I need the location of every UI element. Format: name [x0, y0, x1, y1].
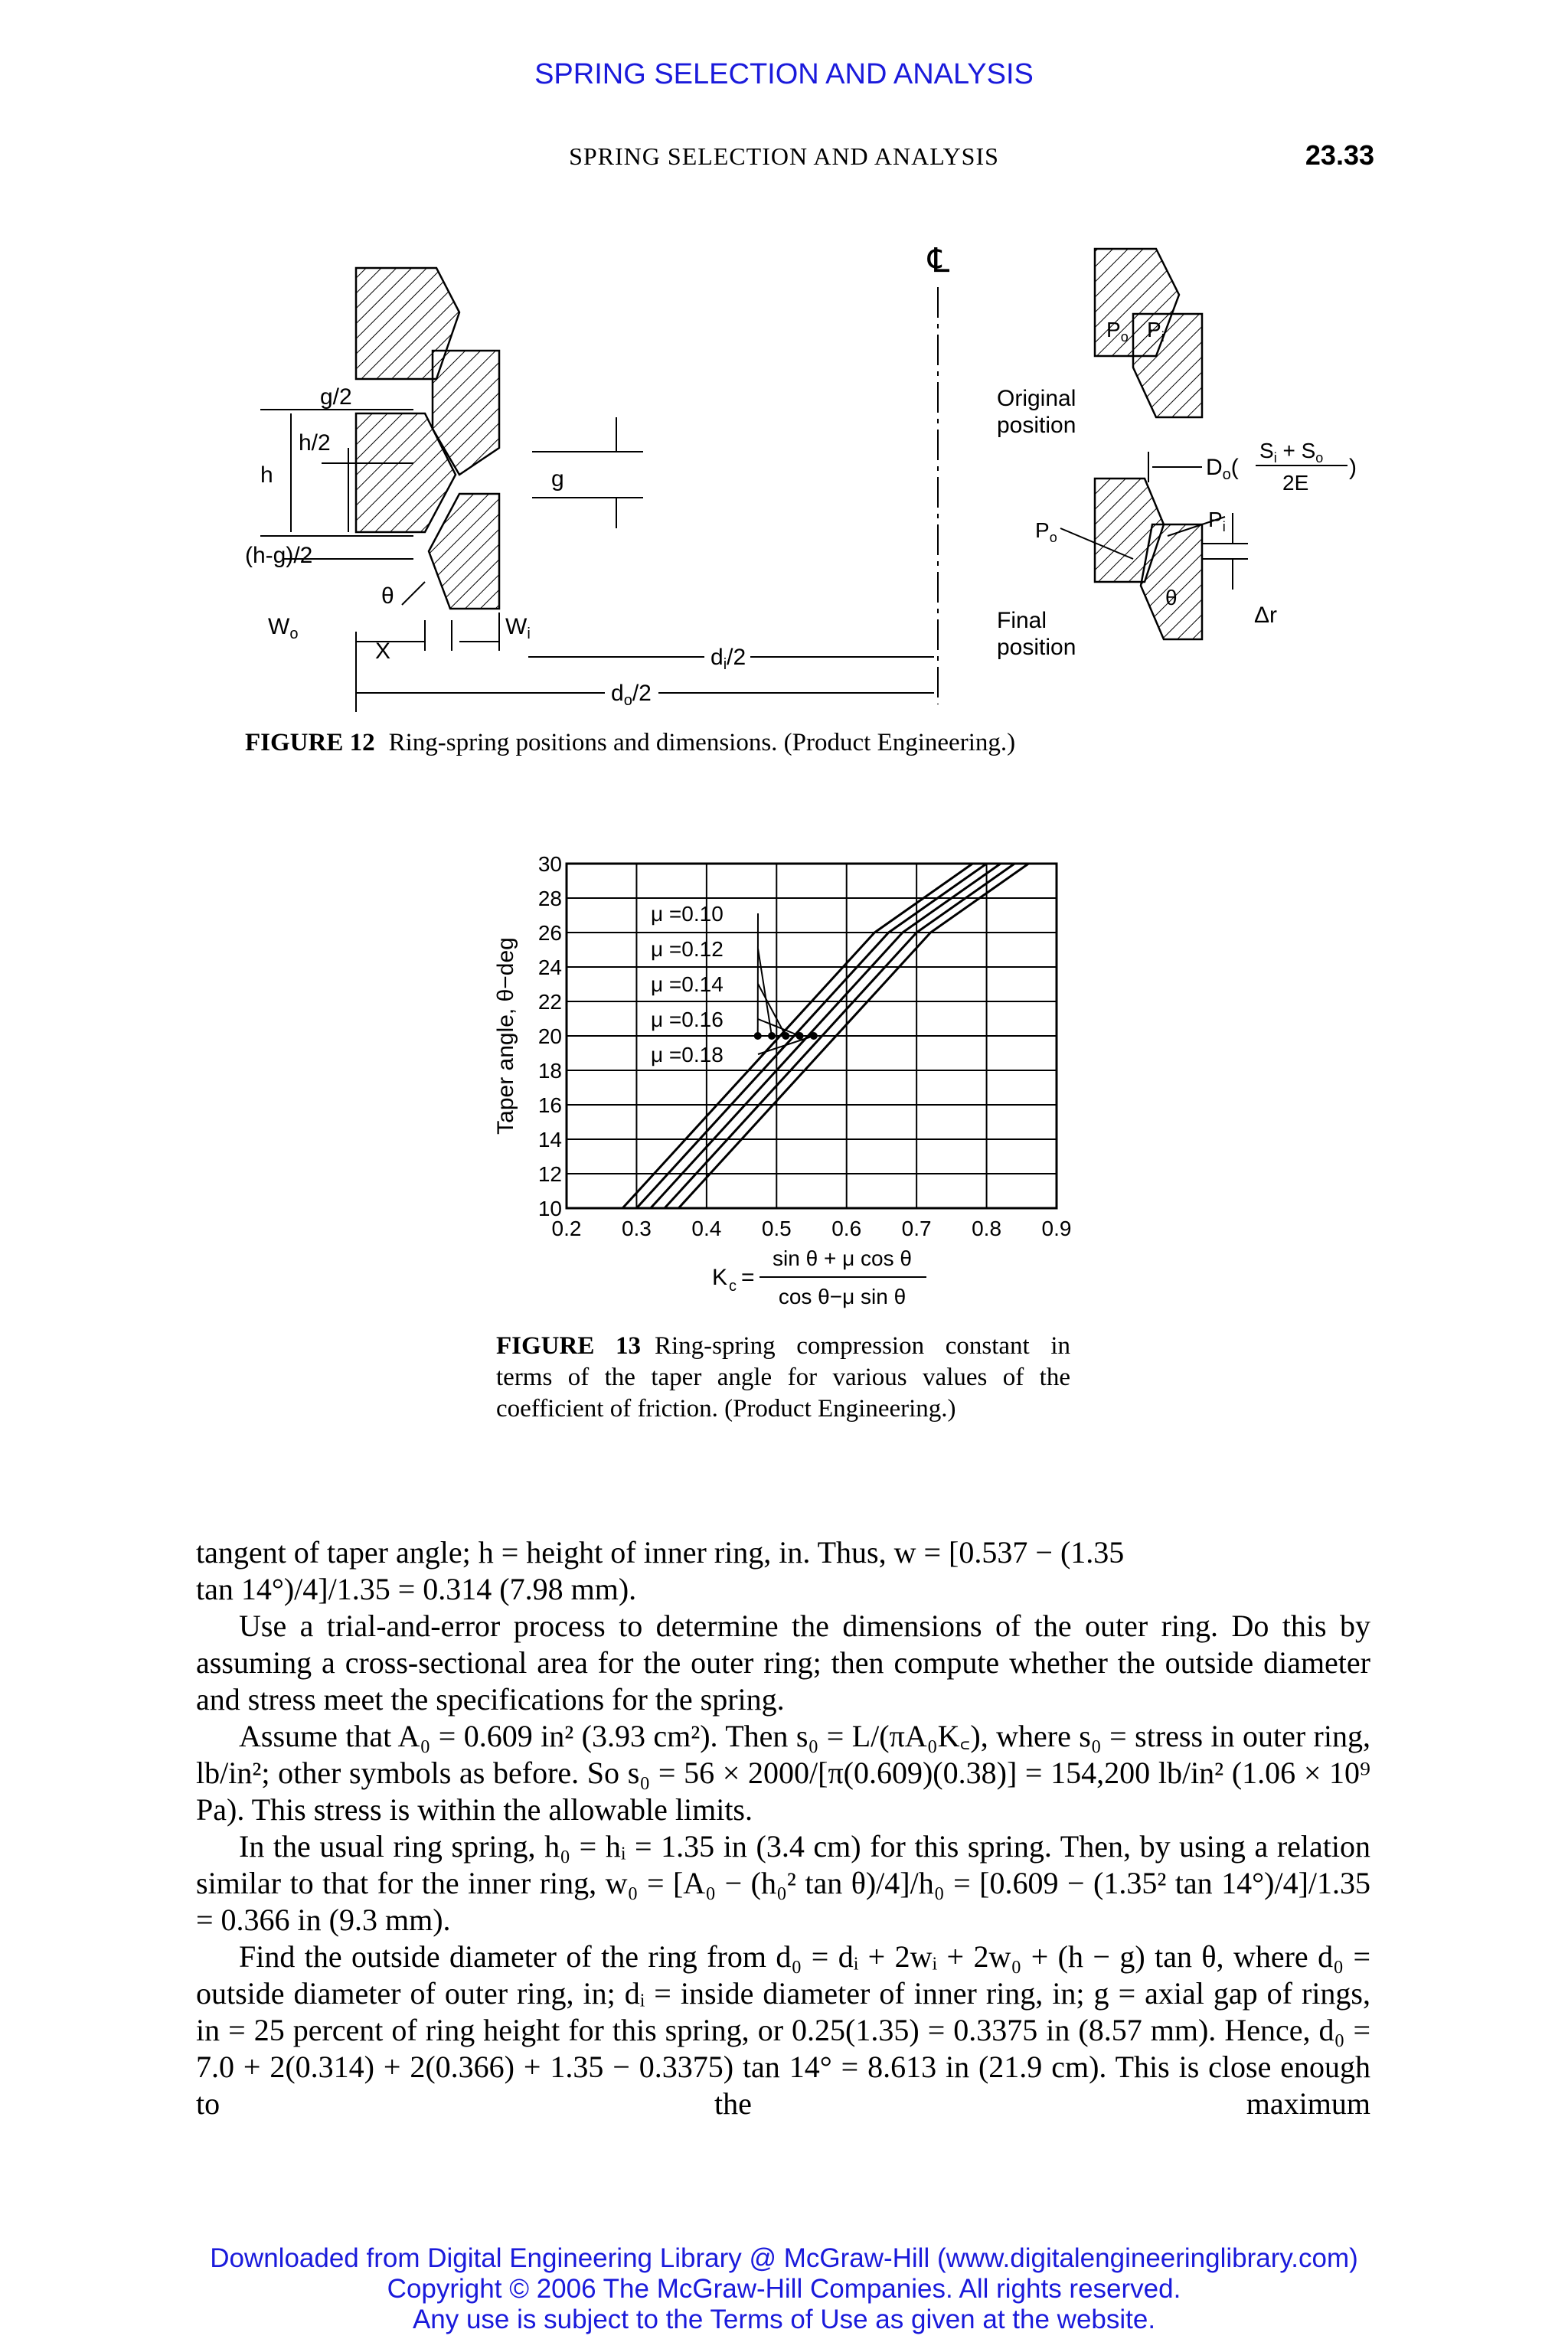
paragraph-1: tangent of taper angle; h = height of inner ring, in. Thus, w = [0.537 − (1.35 tan 14°)/4]/1.35 = 0.314 (7.98 mm).: [196, 1535, 1125, 1606]
footer-copyright[interactable]: Copyright © 2006 The McGraw-Hill Companies. All rights reserved.: [387, 2274, 1181, 2304]
y-tick-label: 10: [537, 1197, 562, 1220]
series-label-2: μ =0.12: [651, 937, 724, 961]
footer: [0, 2243, 1568, 2335]
original-inner-ring: [1133, 314, 1202, 417]
series-label-4: μ =0.16: [651, 1008, 724, 1031]
kc-label: K: [712, 1265, 728, 1290]
series-arrow-1: [754, 1032, 762, 1040]
kc-equals: =: [741, 1265, 755, 1290]
series-arrow-3: [782, 1032, 789, 1040]
label-position-2: position: [997, 635, 1076, 660]
paragraph-5: Find the outside diameter of the ring from d₀ = dᵢ + 2wᵢ + 2w₀ + (h − g) tan θ, where d₀ = outside diameter of outer ring, in; dᵢ = inside diameter of inner ring, in; g = axial gap of rings, in = 25 percent of ring height for this spring, or 0.25(1.35) = 0.3375 in (8.57 mm). Hence, d₀ = 7.0 + 2(0.314) + 2(0.366) + 1.35 − 0.3375) tan 14° = 8.613 in (21.9 cm). This is close enough to the maximum: [196, 1939, 1370, 2121]
label-hg-half: (h-g)/2: [245, 543, 313, 568]
label-pi-top: $P_i$: [1147, 318, 1165, 345]
figure-13-chart: [490, 841, 1087, 1315]
label-h: h: [260, 462, 273, 488]
kc-subscript: c: [729, 1278, 737, 1295]
footer-download-link[interactable]: Downloaded from Digital Engineering Library @ McGraw-Hill (www.digitalengineeringlibrary.com): [210, 2243, 1358, 2273]
y-tick-label: 18: [537, 1059, 562, 1083]
y-tick-label: 20: [537, 1024, 562, 1048]
label-final: Final: [997, 608, 1047, 633]
series-label-5: μ =0.18: [651, 1043, 724, 1067]
body-text: [196, 1534, 1370, 2122]
y-tick-label: 14: [537, 1128, 562, 1152]
x-tick-label: 0.7: [901, 1217, 932, 1240]
chart-svg: [490, 841, 1087, 1315]
series-label-3: μ =0.14: [651, 972, 724, 996]
y-tick-label: 22: [537, 990, 562, 1014]
footer-terms[interactable]: Any use is subject to the Terms of Use as given at the website.: [412, 2305, 1156, 2334]
top-link-title[interactable]: SPRING SELECTION AND ANALYSIS: [534, 58, 1034, 90]
label-wi: $W_i$: [505, 614, 531, 642]
label-do-formula: $D_o$(: [1206, 455, 1239, 483]
x-tick-label: 0.8: [972, 1217, 1002, 1240]
label-di-half: $d_i/2$: [710, 645, 746, 673]
final-inner-ring: [1141, 524, 1202, 639]
x-tick-label: 0.5: [761, 1217, 792, 1240]
inner-ring-bottom: [429, 494, 499, 609]
kc-denominator: cos θ−μ sin θ: [778, 1285, 906, 1308]
figure-12-caption: [245, 729, 1015, 757]
label-position-1: position: [997, 413, 1076, 438]
figure-12-caption-text: Ring-spring positions and dimensions. (Product Engineering.): [388, 729, 1016, 756]
centerline-symbol: ℄: [928, 242, 950, 279]
series-arrow-5: [810, 1032, 818, 1040]
figure-13-caption: [496, 1331, 1070, 1425]
label-po-bottom: $P_o$: [1035, 518, 1057, 545]
label-po-top: $P_o$: [1106, 318, 1129, 345]
label-g: g: [551, 466, 564, 492]
figure-13-label: FIGURE 13: [496, 1332, 641, 1360]
x-tick-label: 0.9: [1041, 1217, 1072, 1240]
label-h-half: h/2: [299, 430, 331, 456]
page-number: 23.33: [1305, 139, 1374, 171]
paragraph-4: In the usual ring spring, h₀ = hᵢ = 1.35 in (3.4 cm) for this spring. Then, by using a relation similar to that for the inner ring, w₀ = [A₀ − (h₀² tan θ)/4]/h₀ = [0.609 − (1.35² tan 14°)/4]/1.35 = 0.366 in (9.3 mm).: [196, 1829, 1370, 1937]
paragraph-3: Assume that A₀ = 0.609 in² (3.93 cm²). Then s₀ = L/(πA₀K꜀), where s₀ = stress in outer ring, lb/in²; other symbols as before. So s₀ = 56 × 2000/[π(0.609)(0.38)] = 154,200 lb/in² (1.06 × 10⁹ Pa). This stress is within the allowable limits.: [196, 1719, 1370, 1827]
x-tick-label: 0.6: [831, 1217, 862, 1240]
series-arrow-4: [796, 1032, 804, 1040]
label-formula-numerator: $S_i + S_o$: [1259, 439, 1324, 466]
y-tick-label: 16: [537, 1093, 562, 1117]
kc-numerator: sin θ + μ cos θ: [773, 1246, 912, 1270]
label-x: X: [375, 639, 391, 664]
x-tick-label: 0.2: [551, 1217, 582, 1240]
label-g-half: g/2: [320, 384, 352, 410]
y-tick-label: 24: [537, 956, 562, 979]
y-tick-label: 28: [537, 887, 562, 910]
x-tick-label: 0.4: [691, 1217, 722, 1240]
label-theta: θ: [381, 583, 394, 609]
paragraph-2: Use a trial-and-error process to determine the dimensions of the outer ring. Do this by assuming a cross-sectional area for the outer ring; then compute whether the outside diameter and stress meet the specifications for the spring.: [196, 1609, 1370, 1717]
label-formula-denominator: 2E: [1282, 471, 1309, 495]
running-head: SPRING SELECTION AND ANALYSIS: [569, 142, 999, 170]
label-theta-right: θ: [1165, 586, 1178, 609]
y-axis-label: Taper angle, θ−deg: [493, 937, 518, 1135]
series-arrow-2: [768, 1032, 776, 1040]
label-do-half: $d_o/2$: [611, 681, 652, 709]
series-label-1: μ =0.10: [651, 902, 724, 926]
y-tick-label: 26: [537, 921, 562, 945]
y-tick-label: 30: [537, 852, 562, 876]
series-leader-2: [758, 949, 772, 1036]
label-wo: $W_o$: [268, 614, 299, 642]
y-tick-label: 12: [537, 1162, 562, 1186]
figure-13-caption-text: Ring-spring compression constant in terms of the taper angle for various values of the coefficient of friction. (Product Engineering.): [496, 1332, 1070, 1423]
label-original: Original: [997, 386, 1076, 411]
x-tick-label: 0.3: [621, 1217, 652, 1240]
svg-text:): ): [1349, 455, 1357, 480]
label-pi-bottom: $P_i$: [1208, 508, 1226, 534]
figure-12-label: FIGURE 12: [245, 729, 375, 756]
label-delta-r: Δr: [1254, 603, 1278, 628]
figure-12-diagram: [230, 222, 1363, 712]
